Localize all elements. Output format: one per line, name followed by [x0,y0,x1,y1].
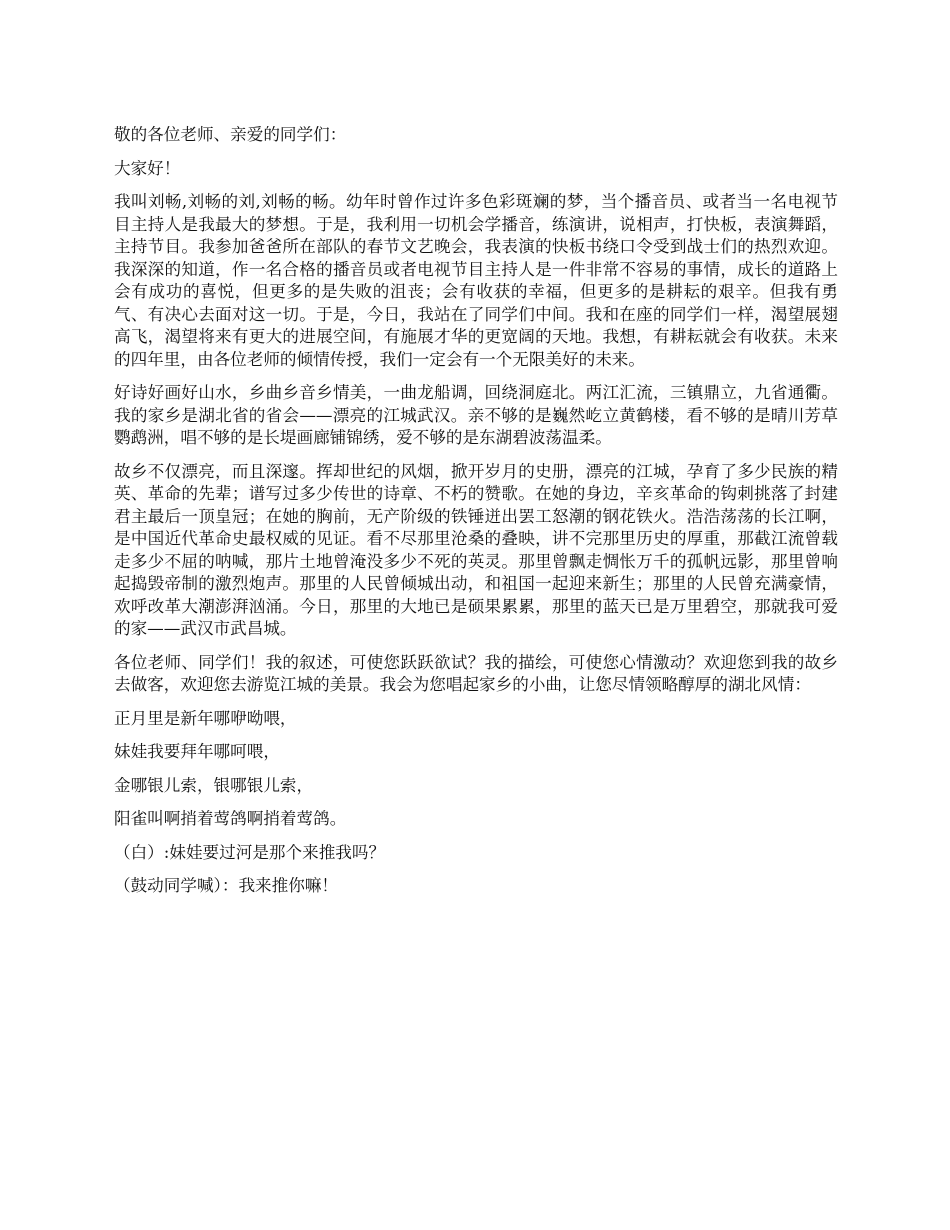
salutation: 敬的各位老师、亲爱的同学们： [114,125,347,144]
song-line: 正月里是新年哪咿呦喂， [114,708,297,728]
paragraph-history: 故乡不仅漂亮，而且深邃。挥却世纪的风烟，掀开岁月的史册，漂亮的江城，孕育了多少民族的精英、革命的先辈；谱写过多少传世的诗章、不朽的赞歌。在她的身边，辛亥革命的钩刺挑落了封建君主最后一顶皇冠；在她的胸前，无产阶级的铁锤迸出罢工怒潮的钢花铁火。浩浩荡荡的长江啊，是中国近代革命史最权威的见证。看不尽那里沧桑的叠映，讲不完那里历史的厚重，那截江流曾载走多少不屈的呐喊，那片土地曾淹没多少不死的英灵。那里曾飘走惆怅万千的孤帆远影，那里曾响起捣毁帝制的激烈炮声。那里的人民曾倾城出动，和祖国一起迎来新生；那里的人民曾充满豪情，欢呼改革大潮澎湃汹涌。今日，那里的大地已是硕果累累，那里的蓝天已是万里碧空，那就我可爱的家——武汉市武昌城。 [114,461,838,638]
speech-document [114,124,838,909]
song-line: 阳雀叫啊捎着莺鸽啊捎着莺鸽。 [114,809,347,828]
greeting: 大家好！ [114,158,181,178]
paragraph-hometown: 好诗好画好山水，乡曲乡音乡情美，一曲龙船调，回绕洞庭北。两江汇流，三镇鼎立，九省通衢。我的家乡是湖北省的省会——漂亮的江城武汉。亲不够的是巍然屹立黄鹤楼，看不够的是晴川芳草鹦鹉洲，唱不够的是长堤画廊铺锦绣，爱不够的是东湖碧波荡温柔。 [114,383,838,447]
song-line: 金哪银儿索，银哪银儿索， [114,775,314,795]
paragraph-invitation: 各位老师、同学们！我的叙述，可使您跃跃欲试？我的描绘，可使您心情激动？欢迎您到我的故乡去做客，欢迎您去游览江城的美景。我会为您唱起家乡的小曲，让您尽情领略醇厚的湖北风情： [114,652,838,694]
song-line: 妹娃我要拜年哪呵喂， [114,742,280,761]
song-line: （鼓动同学喊）：我来推你嘛！ [114,876,339,895]
song-line: （白）:妹娃要过河是那个来推我吗？ [114,842,386,862]
paragraph-intro: 我叫刘畅,刘畅的刘,刘畅的畅。幼年时曾作过许多色彩斑斓的梦，当个播音员、或者当一名电视节目主持人是我最大的梦想。于是，我利用一切机会学播音，练演讲，说相声，打快板，表演舞蹈，主持节目。我参加爸爸所在部队的春节文艺晚会，我表演的快板书绕口令受到战士们的热烈欢迎。我深深的知道，作一名合格的播音员或者电视节目主持人是一件非常不容易的事情，成长的道路上会有成功的喜悦，但更多的是失败的沮丧；会有收获的幸福，但更多的是耕耘的艰辛。但我有勇气、有决心去面对这一切。于是，今日，我站在了同学们中间。我和在座的同学们一样，渴望展翅高飞，渴望将来有更大的进展空间，有施展才华的更宽阔的天地。我想，有耕耘就会有收获。未来的四年里，由各位老师的倾情传授，我们一定会有一个无限美好的未来。 [114,192,838,369]
